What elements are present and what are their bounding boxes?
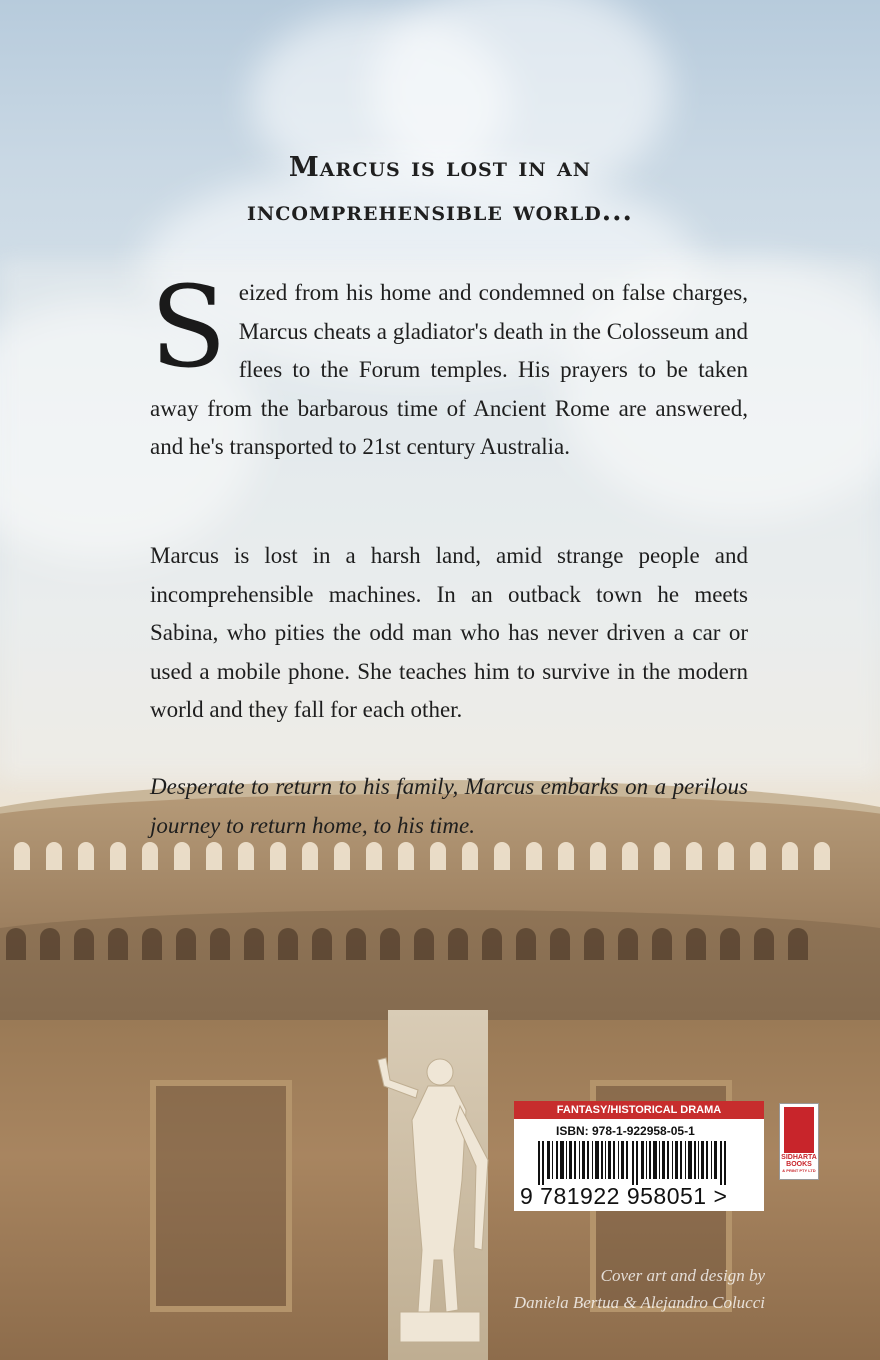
drop-cap: S: [150, 263, 227, 393]
isbn-label: ISBN: 978-1-922958-05-1: [556, 1124, 695, 1138]
blurb-paragraph-1: [150, 263, 748, 467]
publisher-name-line-2: BOOKS: [786, 1161, 812, 1168]
middle-arches: [6, 928, 808, 960]
publisher-name: [780, 1154, 818, 1174]
credit-line-2: Daniela Bertua & Alejandro Colucci: [513, 1293, 765, 1312]
publisher-emblem-icon: [784, 1107, 814, 1153]
credit-line-1: Cover art and design by: [600, 1266, 765, 1285]
cover-credit: [514, 1262, 765, 1316]
paragraph-text: eized from his home and condemned on false charges, Marcus cheats a gladiator's death in the Colosseum and flees to the Forum temples. His prayers to be taken away from the barbarous time of Ancient Rome are answered, and he's transported to 21st century Australia.: [150, 280, 748, 459]
statue-illustration: [370, 1050, 500, 1350]
blurb-paragraph-3: Desperate to return to his family, Marcus embarks on a perilous journey to return home, to his time.: [150, 774, 748, 838]
barcode-digits: 9 781922 958051 >: [520, 1183, 728, 1209]
genre-band: FANTASY/HISTORICAL DRAMA: [514, 1101, 764, 1119]
wall-panel: [150, 1080, 292, 1312]
upper-arches: [14, 842, 830, 870]
blurb-paragraph-2: Marcus is lost in a harsh land, amid strange people and incomprehensible machines. In an outback town he meets Sabina, who pities the odd man who has never driven a car or used a mobile phone. She teaches him to survive in the modern world and they fall for each other.: [150, 543, 748, 722]
publisher-logo: [779, 1103, 819, 1180]
publisher-name-line-3: & PRINT PTY LTD: [782, 1168, 816, 1173]
headline-line-2: incomprehensible world...: [247, 196, 633, 227]
headline: [0, 146, 880, 234]
publisher-name-line-1: SIDHARTA: [781, 1154, 817, 1161]
barcode-icon: [538, 1141, 738, 1185]
barcode-box: [514, 1119, 764, 1211]
headline-line-1: Marcus is lost in an: [288, 152, 592, 183]
